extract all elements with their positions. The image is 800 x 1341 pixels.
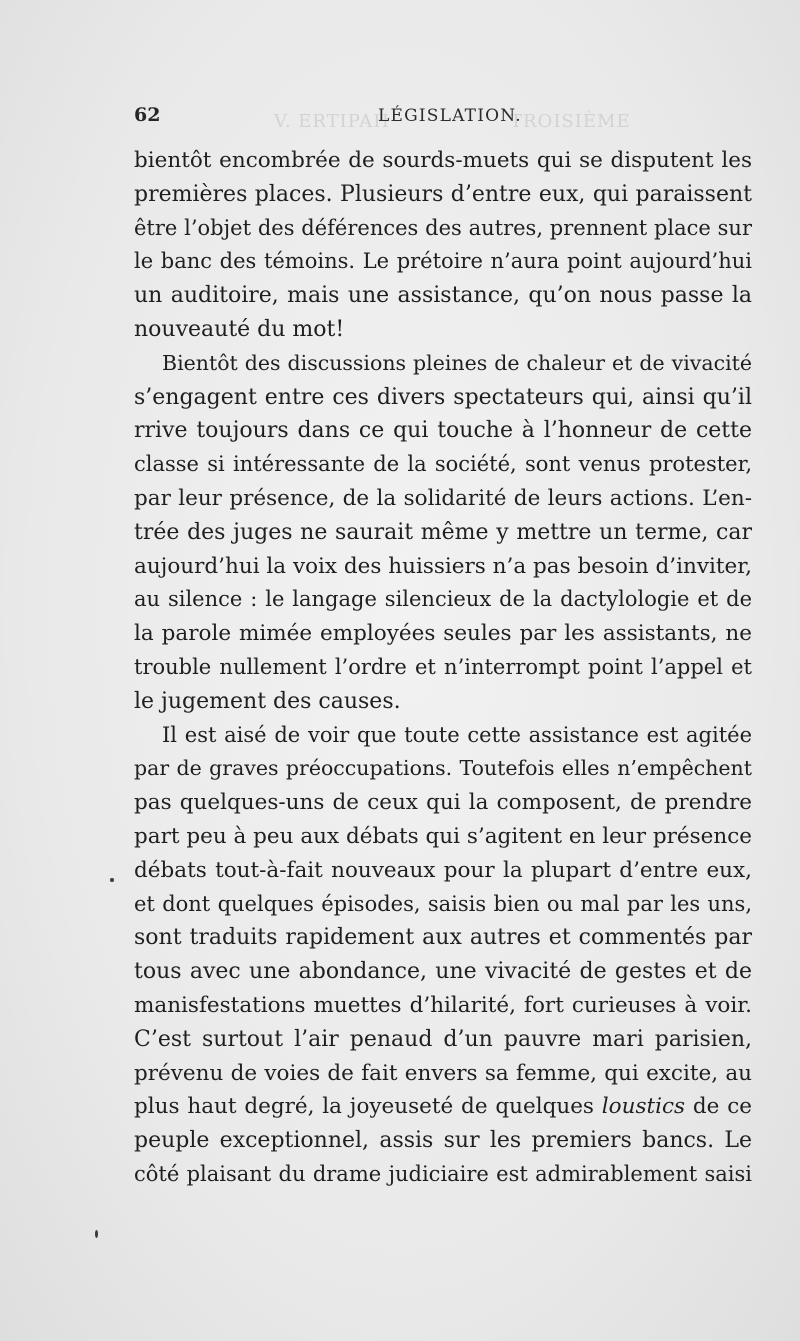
text-line: le banc des témoins. Le prétoire n’aura point aujourd’hui [134,249,752,274]
text-line: débats tout-à-fait nouveaux pour la plupart d’entre eux, [134,857,752,883]
text-line: tous avec une abondance, une vivacité de gestes et de [134,959,752,985]
page-number: 62 [134,104,161,126]
text-line: pas quelques-uns de ceux qui la composent, de prendre [134,790,752,816]
text-line: côté plaisant du drame judiciaire est admirablement saisi [134,1161,752,1186]
text-line: et dont quelques épisodes, saisis bien ou mal par les uns, [134,891,752,916]
text-line: plus haut degré, la joyeuseté de quelques loustics de ce [134,1094,752,1120]
bleed-through-text: TROISIÈME [510,111,631,132]
text-line: classe si intéressante de la société, sont venus protester, [134,452,752,477]
text-line: s’engagent entre ces divers spectateurs qui, ainsi qu’il [134,384,752,410]
running-head [134,104,752,138]
text-line: rrive toujours dans ce qui touche à l’honneur de cette [134,418,752,444]
ink-speck [95,1230,98,1238]
ink-speck [110,878,114,882]
text-line: nouveauté du mot! [134,316,345,342]
text-line: aujourd’hui la voix des huissiers n’a pas besoin d’inviter, [134,553,752,579]
text-line: trée des juges ne saurait même y mettre un terme, car [134,519,752,545]
text-line: sont traduits rapidement aux autres et commentés par [134,925,752,951]
text-line: par de graves préoccupations. Toutefois elles n’empêchent [134,756,752,781]
text-line: par leur présence, de la solidarité de leurs actions. L’en- [134,485,752,511]
text-line: manisfestations muettes d’hilarité, fort curieuses à voir. [134,992,752,1018]
text-line: la parole mimée employées seules par les assistants, ne [134,621,752,647]
text-line: le jugement des causes. [134,688,401,714]
text-line: être l’objet des déférences des autres, prennent place sur [134,215,752,240]
text-line: peuple exceptionnel, assis sur les premiers bancs. Le [134,1128,752,1154]
bleed-through-text: V. ERTIPAH [274,111,390,132]
text-line: Il est aisé de voir que toute cette assistance est agitée [162,722,752,747]
body-text [134,144,752,1192]
text-line: part peu à peu aux débats qui s’agitent en leur présence [134,823,752,849]
text-line: premières places. Plusieurs d’entre eux, qui paraissent [134,181,752,207]
text-line: Bientôt des discussions pleines de chaleur et de vivacité [162,350,752,375]
text-line: au silence : le langage silencieux de la dactylologie et de [134,587,752,612]
text-line: un auditoire, mais une assistance, qu’on nous passe la [134,283,752,309]
section-title: LÉGISLATION. [378,106,522,126]
text-line: prévenu de voies de fait envers sa femme, qui excite, au [134,1060,752,1086]
text-line: C’est surtout l’air penaud d’un pauvre mari parisien, [134,1026,752,1052]
text-line: bientôt encombrée de sourds-muets qui se disputent les [134,148,752,173]
text-line: trouble nullement l’ordre et n’interrompt point l’appel et [134,654,752,679]
italic-word: loustics [601,1094,686,1120]
